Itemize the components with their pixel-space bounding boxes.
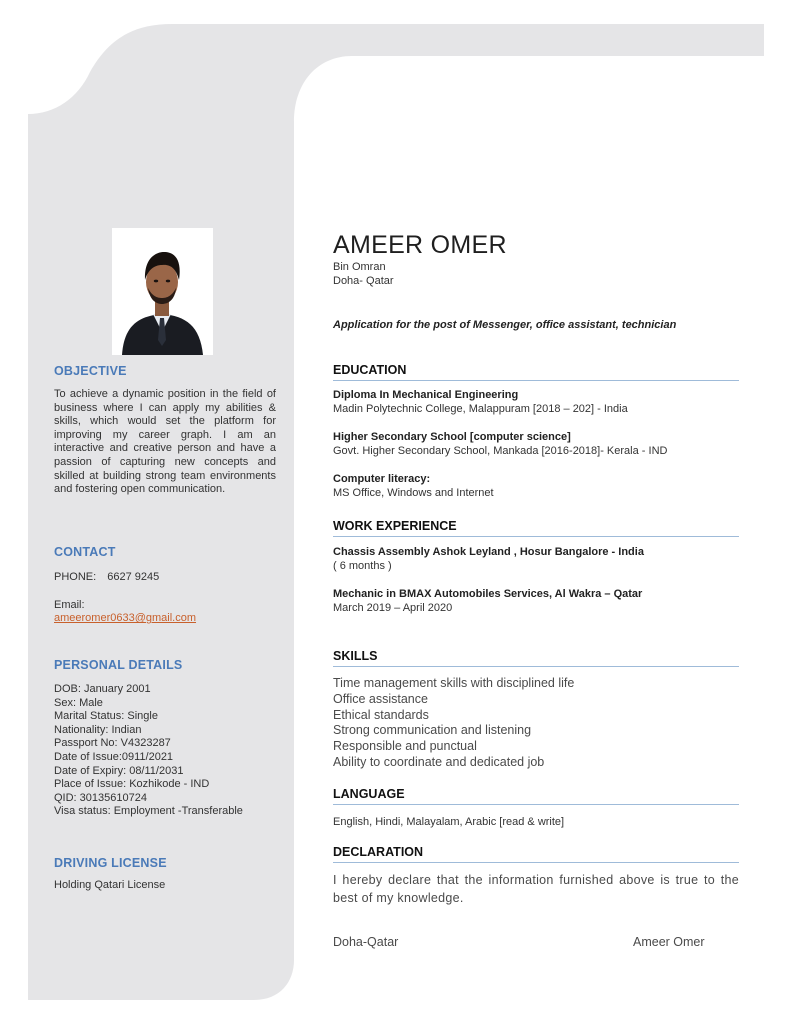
skills-heading: SKILLS xyxy=(333,649,739,667)
skill-item: Ethical standards xyxy=(333,707,429,722)
phone-number: 6627 9245 xyxy=(107,571,160,583)
work-entry xyxy=(333,588,739,615)
personal-detail-line: Nationality: Indian xyxy=(54,723,142,736)
work-experience-heading: WORK EXPERIENCE xyxy=(333,519,739,537)
work-experience-section xyxy=(333,519,739,615)
email-link[interactable]: ameeromer0633@gmail.com xyxy=(54,612,197,625)
education-title: Computer literacy: xyxy=(333,473,431,486)
candidate-name: AMEER OMER xyxy=(333,231,507,259)
personal-detail-line: Passport No: V4323287 xyxy=(54,737,171,750)
objective-text: To achieve a dynamic position in the field of business where I can apply my abilities & skills, which would set the platform for improving my career graph. I am an interactive and creative person and have a passion of capturing new concepts and skilled at building strong team environments and fostering open communication. xyxy=(54,388,276,496)
work-detail: March 2019 – April 2020 xyxy=(333,601,453,614)
education-detail: Madin Polytechnic College, Malappuram [2018 – 202] - India xyxy=(333,402,628,415)
skill-item: Ability to coordinate and dedicated job xyxy=(333,754,545,769)
personal-details-list xyxy=(54,683,276,819)
skills-section xyxy=(333,649,739,771)
personal-detail-line: Date of Expiry: 08/11/2031 xyxy=(54,764,184,777)
skill-item: Office assistance xyxy=(333,691,428,706)
language-heading: LANGUAGE xyxy=(333,787,739,805)
personal-detail-line: Place of Issue: Kozhikode - IND xyxy=(54,778,210,791)
education-entry xyxy=(333,389,739,416)
personal-detail-line: Visa status: Employment -Transferable xyxy=(54,805,243,818)
education-title: Higher Secondary School [computer science] xyxy=(333,431,571,444)
phone-line xyxy=(54,571,276,585)
education-section xyxy=(333,363,739,501)
address-line-1: Bin Omran xyxy=(333,261,386,273)
declaration-signature: Ameer Omer xyxy=(633,935,705,949)
driving-license-text: Holding Qatari License xyxy=(54,879,166,891)
declaration-section xyxy=(333,845,739,907)
work-entry xyxy=(333,546,739,573)
education-title: Diploma In Mechanical Engineering xyxy=(333,389,519,401)
declaration-text: I hereby declare that the information furnished above is true to the best of my knowledge. xyxy=(333,873,739,905)
personal-detail-line: QID: 30135610724 xyxy=(54,791,147,804)
contact-section xyxy=(54,545,276,626)
education-detail: Govt. Higher Secondary School, Mankada [2016-2018]- Kerala - IND xyxy=(333,444,668,457)
personal-details-section xyxy=(54,658,276,819)
education-entry xyxy=(333,473,739,500)
work-detail: ( 6 months ) xyxy=(333,559,392,572)
person-portrait-icon xyxy=(112,228,213,355)
profile-photo xyxy=(112,228,213,355)
skills-list xyxy=(333,676,739,771)
driving-license-section xyxy=(54,856,276,893)
declaration-place: Doha-Qatar xyxy=(333,935,399,949)
header-section xyxy=(333,231,739,288)
application-text: Application for the post of Messenger, office assistant, technician xyxy=(333,319,677,331)
language-text: English, Hindi, Malayalam, Arabic [read & write] xyxy=(333,816,565,828)
personal-detail-line: Date of Issue:0911/2021 xyxy=(54,750,174,763)
address-line-2: Doha- Qatar xyxy=(333,274,394,287)
application-line xyxy=(333,319,739,331)
declaration-heading: DECLARATION xyxy=(333,845,739,863)
education-heading: EDUCATION xyxy=(333,363,739,381)
personal-detail-line: Sex: Male xyxy=(54,696,103,709)
contact-heading: CONTACT xyxy=(54,545,116,559)
personal-detail-line: Marital Status: Single xyxy=(54,710,158,723)
skill-item: Responsible and punctual xyxy=(333,739,477,754)
phone-label: PHONE: xyxy=(54,571,97,583)
education-detail: MS Office, Windows and Internet xyxy=(333,486,494,499)
skill-item: Strong communication and listening xyxy=(333,723,532,738)
skill-item: Time management skills with disciplined life xyxy=(333,676,575,690)
personal-details-heading: PERSONAL DETAILS xyxy=(54,658,183,672)
language-section xyxy=(333,787,739,830)
personal-detail-line: DOB: January 2001 xyxy=(54,683,151,695)
driving-license-heading: DRIVING LICENSE xyxy=(54,856,167,870)
work-title: Chassis Assembly Ashok Leyland , Hosur Bangalore - India xyxy=(333,546,644,558)
work-title: Mechanic in BMAX Automobiles Services, Al Wakra – Qatar xyxy=(333,588,643,601)
email-label: Email: xyxy=(54,598,85,611)
objective-section xyxy=(54,364,276,497)
email-link-line xyxy=(54,612,276,626)
education-entry xyxy=(333,431,739,458)
objective-heading: OBJECTIVE xyxy=(54,364,127,378)
